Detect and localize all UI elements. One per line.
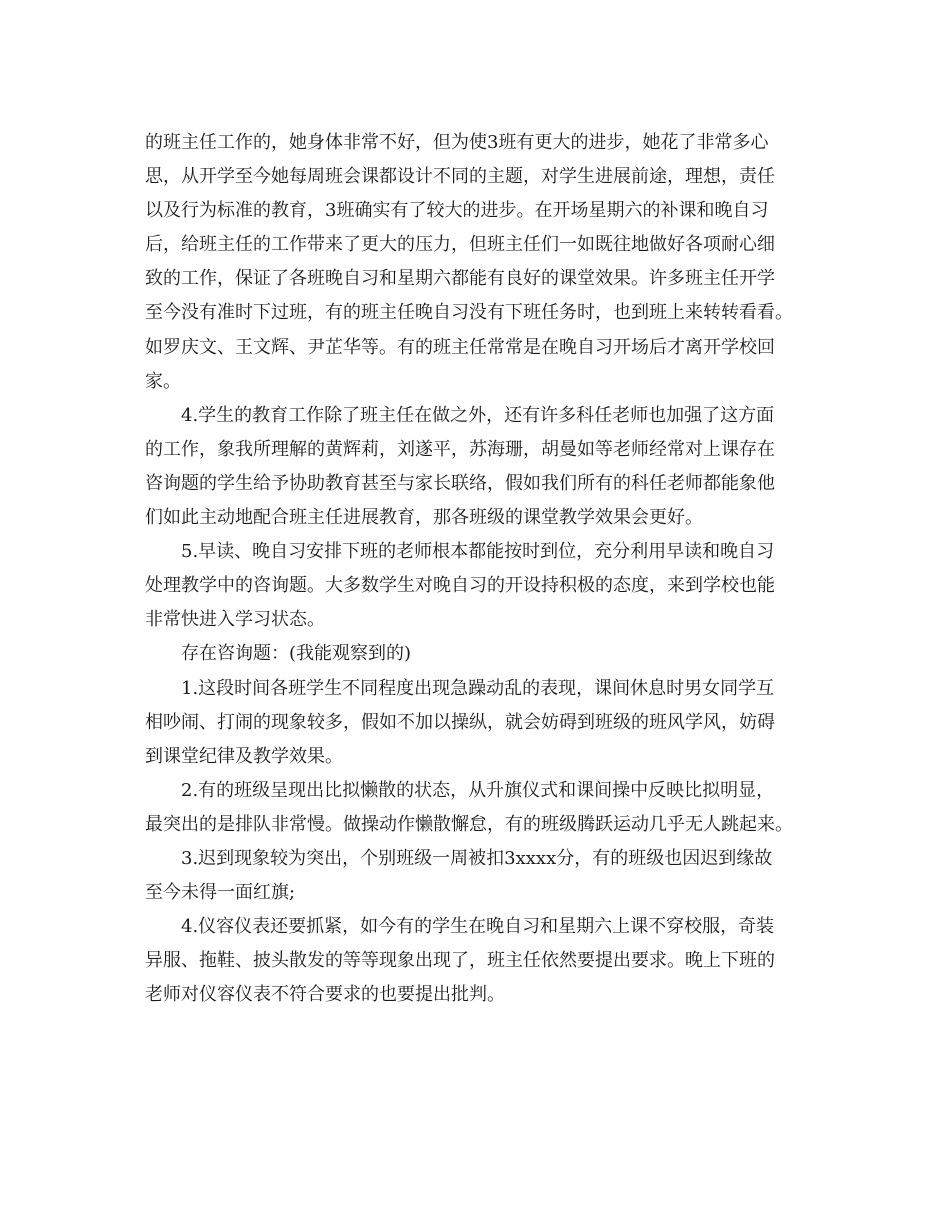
text-line: 至今未得一面红旗;	[145, 882, 296, 904]
text-line: 如罗庆文、王文辉、尹芷华等。有的班主任常常是在晚自习开场后才离开学校回	[145, 336, 775, 358]
text-line: 相吵闹、打闹的现象较多，假如不加以操纵，就会妨碍到班级的班风学风，妨碍	[145, 711, 775, 733]
text-line: 3.迟到现象较为突出，个别班级一周被扣3xxxx分，有的班级也因迟到缘故	[181, 847, 773, 869]
text-line: 5.早读、晚自习安排下班的老师根本都能按时到位，充分利用早读和晚自习	[181, 541, 775, 563]
text-line: 咨询题的学生给予协助教育甚至与家长联络，假如我们所有的科任老师都能象他	[145, 472, 775, 494]
text-line: 4.仪容仪表还要抓紧，如今有的学生在晚自习和星期六上课不穿校服，奇装	[181, 916, 775, 938]
text-line: 至今没有准时下过班，有的班主任晚自习没有下班任务时，也到班上来转转看看。	[145, 302, 793, 324]
text-line: 思，从开学至今她每周班会课都设计不同的主题，对学生进展前途，理想，责任	[145, 166, 775, 188]
text-line: 们如此主动地配合班主任进展教育，那各班级的课堂教学效果会更好。	[145, 507, 703, 529]
text-line: 家。	[145, 370, 181, 392]
text-line: 4.学生的教育工作除了班主任在做之外，还有许多科任老师也加强了这方面	[181, 404, 775, 426]
text-line: 以及行为标准的教育，3班确实有了较大的进步。在开场星期六的补课和晚自习	[145, 200, 769, 222]
text-line: 处理教学中的咨询题。大多数学生对晚自习的开设持积极的态度，来到学校也能	[145, 575, 775, 597]
text-line: 到课堂纪律及教学效果。	[145, 745, 343, 767]
text-line: 最突出的是排队非常慢。做操动作懒散懈怠，有的班级腾跃运动几乎无人跳起来。	[145, 813, 793, 835]
document-body	[145, 126, 810, 1012]
text-line: 后，给班主任的工作带来了更大的压力，但班主任们一如既往地做好各项耐心细	[145, 234, 775, 256]
text-line: 致的工作，保证了各班晚自习和星期六都能有良好的课堂效果。许多班主任开学	[145, 268, 775, 290]
text-line: 非常快进入学习状态。	[145, 609, 325, 631]
text-line: 异服、拖鞋、披头散发的等等现象出现了，班主任依然要提出要求。晚上下班的	[145, 950, 775, 972]
text-line: 的班主任工作的，她身体非常不好，但为使3班有更大的进步，她花了非常多心	[145, 132, 769, 153]
text-line: 1.这段时间各班学生不同程度出现急躁动乱的表现，课间休息时男女同学互	[181, 677, 775, 699]
text-line: 老师对仪容仪表不符合要求的也要提出批判。	[145, 984, 505, 1006]
text-line: 的工作，象我所理解的黄辉莉，刘遂平，苏海珊，胡曼如等老师经常对上课存在	[145, 438, 775, 460]
text-line: 2.有的班级呈现出比拟懒散的状态，从升旗仪式和课间操中反映比拟明显，	[181, 779, 775, 801]
text-line: 存在咨询题：(我能观察到的)	[181, 643, 412, 665]
